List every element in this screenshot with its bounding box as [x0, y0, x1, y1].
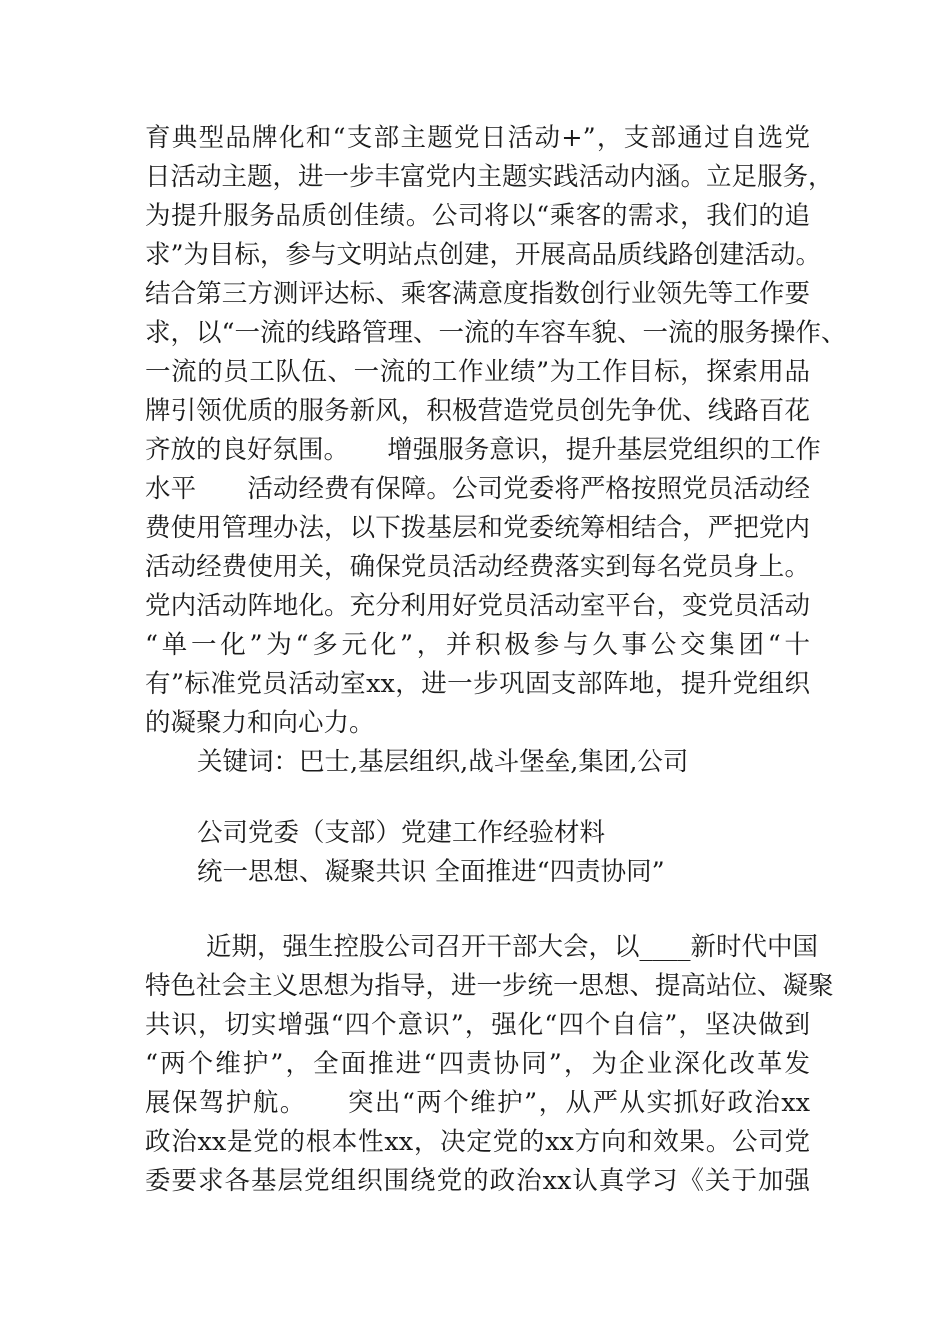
- paragraph-line: 委要求各基层党组织围绕党的政治xx认真学习《关于加强: [145, 1166, 810, 1196]
- paragraph-line: 求”为目标，参与文明站点创建，开展高品质线路创建活动。: [145, 240, 822, 270]
- paragraph-line: 的凝聚力和向心力。: [145, 708, 375, 738]
- paragraph-line: 齐放的良好氛围。 增强服务意识，提升基层党组织的工作: [145, 435, 821, 465]
- paragraph-line: “单一化”为“多元化”，并积极参与久事公交集团“十: [145, 630, 810, 660]
- paragraph-line: 展保驾护航。 突出“两个维护”，从严从实抓好政治xx: [145, 1088, 810, 1118]
- keywords-line: 关键词：巴士,基层组织,战斗堡垒,集团,公司: [197, 747, 689, 777]
- paragraph-line: 一流的员工队伍、一流的工作业绩”为工作目标，探索用品: [145, 357, 810, 387]
- document-title: 公司党委（支部）党建工作经验材料: [197, 818, 606, 848]
- paragraph-line: 共识，切实增强“四个意识”，强化“四个自信”，坚决做到: [145, 1010, 810, 1040]
- paragraph-line: 为提升服务品质创佳绩。公司将以“乘客的需求，我们的追: [145, 201, 810, 231]
- paragraph-line: 求，以“一流的线路管理、一流的车容车貌、一流的服务操作、: [145, 318, 847, 348]
- paragraph-line: 育典型品牌化和“支部主题党日活动+”，支部通过自选党: [145, 123, 810, 153]
- paragraph-line: 有”标准党员活动室xx，进一步巩固支部阵地，提升党组织: [145, 669, 810, 699]
- document-subtitle: 统一思想、凝聚共识 全面推进“四责协同”: [197, 857, 665, 887]
- paragraph-line: 牌引领优质的服务新风，积极营造党员创先争优、线路百花: [145, 396, 810, 426]
- paragraph-line: 日活动主题，进一步丰富党内主题实践活动内涵。立足服务，: [145, 162, 834, 192]
- paragraph-line: 活动经费使用关，确保党员活动经费落实到每名党员身上。: [145, 552, 810, 582]
- paragraph-line: 党内活动阵地化。充分利用好党员活动室平台，变党员活动: [145, 591, 810, 621]
- paragraph-line: 政治xx是党的根本性xx，决定党的xx方向和效果。公司党: [145, 1127, 810, 1157]
- paragraph-line: 特色社会主义思想为指导，进一步统一思想、提高站位、凝聚: [145, 971, 834, 1001]
- paragraph-line: 水平 活动经费有保障。公司党委将严格按照党员活动经: [145, 474, 810, 504]
- paragraph-line: “两个维护”，全面推进“四责协同”，为企业深化改革发: [145, 1049, 810, 1079]
- paragraph-line: 费使用管理办法，以下拨基层和党委统筹相结合，严把党内: [145, 513, 810, 543]
- paragraph-line: 近期，强生控股公司召开干部大会，以____新时代中国: [206, 932, 819, 962]
- paragraph-line: 结合第三方测评达标、乘客满意度指数创行业领先等工作要: [145, 279, 810, 309]
